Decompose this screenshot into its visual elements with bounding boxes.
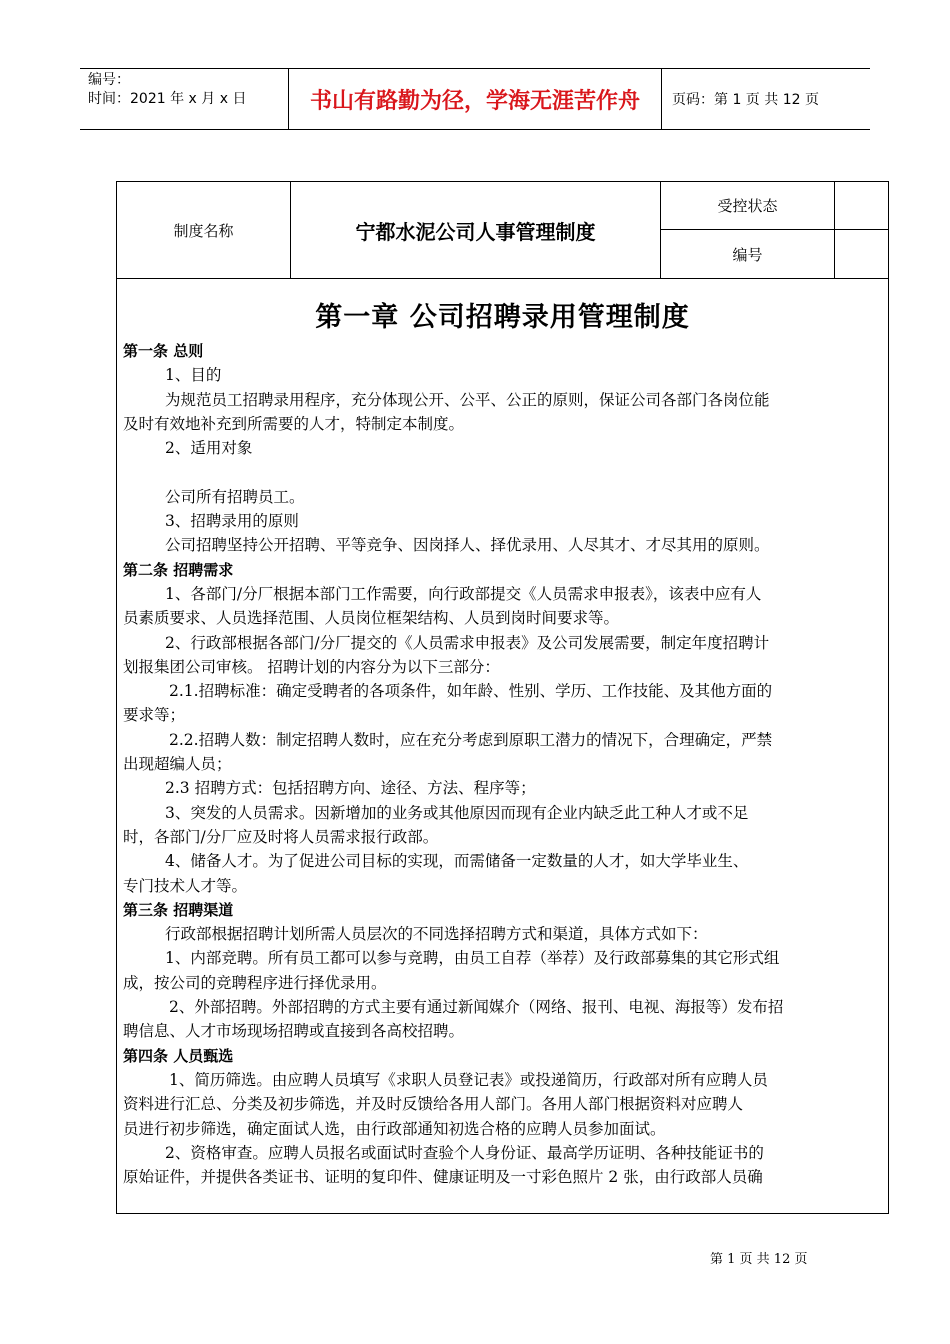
body-line: 2、行政部根据各部门/分厂提交的《人员需求申报表》及公司发展需要，制定年度招聘计 — [165, 633, 770, 652]
body-text — [123, 339, 882, 1189]
regulation-title: 宁都水泥公司人事管理制度 — [291, 182, 661, 278]
body-line: 2、资格审查。应聘人员报名或面试时查验个人身份证、最高学历证明、各种技能证书的 — [165, 1143, 764, 1162]
body-line: 原始证件，并提供各类证书、证明的复印件、健康证明及一寸彩色照片 2 张，由行政部人员确 — [123, 1168, 763, 1187]
body-line: 资料进行汇总、分类及初步筛选，并及时反馈给各用人部门。各用人部门根据资料对应聘人 — [123, 1095, 744, 1114]
header-motto: 书山有路勤为径，学海无涯苦作舟 — [289, 69, 662, 129]
header-page-info: 页码：第 1 页 共 12 页 — [672, 92, 819, 108]
body-line: 公司招聘坚持公开招聘、平等竞争、因岗择人、择优录用、人尽其才、才尽其用的原则。 — [165, 536, 770, 555]
body-line: 2.1.招聘标准：确定受聘者的各项条件，如年龄、性别、学历、工作技能、及其他方面的 — [169, 682, 773, 701]
chapter-title: 第一章 公司招聘录用管理制度 — [315, 302, 690, 333]
header-time-label: 时间：2021 年 x 月 x 日 — [88, 91, 247, 107]
document-number-label: 编号 — [661, 230, 835, 278]
body-line: 3、招聘录用的原则 — [165, 512, 299, 531]
header-meta — [80, 69, 289, 129]
article-heading: 第三条 招聘渠道 — [123, 900, 234, 919]
body-line: 要求等； — [123, 706, 186, 725]
body-line: 2、适用对象 — [165, 439, 253, 458]
body-line — [123, 460, 882, 484]
body-line: 1、简历筛选。由应聘人员填写《求职人员登记表》或投递简历，行政部对所有应聘人员 — [169, 1070, 768, 1089]
body-line: 3、突发的人员需求。因新增加的业务或其他原因而现有企业内缺乏此工种人才或不足 — [165, 803, 749, 822]
body-line: 专门技术人才等。 — [123, 876, 248, 895]
body-line: 及时有效地补充到所需要的人才，特制定本制度。 — [123, 414, 465, 433]
body-line: 为规范员工招聘录用程序，充分体现公开、公平、公正的原则，保证公司各部门各岗位能 — [165, 390, 770, 409]
body-line: 公司所有招聘员工。 — [165, 487, 305, 506]
body-line: 员素质要求、人员选择范围、人员岗位框架结构、人员到岗时间要求等。 — [123, 609, 620, 628]
page-header — [80, 68, 870, 130]
body-line: 1、各部门/分厂根据本部门工作需要，向行政部提交《人员需求申报表》，该表中应有人 — [165, 584, 762, 603]
article-heading: 第二条 招聘需求 — [123, 560, 234, 579]
body-line: 2.3 招聘方式：包括招聘方向、途径、方法、程序等； — [165, 779, 536, 798]
table-header-row — [117, 182, 888, 279]
body-line: 出现超编人员； — [123, 755, 232, 774]
body-line: 2、外部招聘。外部招聘的方式主要有通过新闻媒介（网络、报刊、电视、海报等）发布招 — [169, 998, 784, 1017]
body-line: 行政部根据招聘计划所需人员层次的不同选择招聘方式和渠道，具体方式如下： — [165, 925, 708, 944]
regulation-name-label: 制度名称 — [117, 182, 291, 278]
body-line: 1、目的 — [165, 366, 222, 385]
body-line: 1、内部竞聘。所有员工都可以参与竞聘，由员工自荐（举荐）及行政部募集的其它形式组 — [165, 949, 780, 968]
page-footer: 第 1 页 共 12 页 — [710, 1252, 808, 1267]
body-line: 聘信息、人才市场现场招聘或直接到各高校招聘。 — [123, 1022, 465, 1041]
body-line: 时，各部门/分厂应及时将人员需求报行政部。 — [123, 827, 439, 846]
body-line: 2.2.招聘人数：制定招聘人数时，应在充分考虑到原职工潜力的情况下，合理确定，严禁 — [169, 730, 773, 749]
body-line: 划报集团公司审核。 招聘计划的内容分为以下三部分： — [123, 657, 500, 676]
document-body — [117, 279, 888, 1189]
body-line: 4、储备人才。为了促进公司目标的实现，而需储备一定数量的人才，如大学毕业生、 — [165, 852, 749, 871]
control-status-label: 受控状态 — [661, 182, 835, 230]
document-number-value — [835, 230, 888, 278]
body-line: 成，按公司的竞聘程序进行择优录用。 — [123, 973, 387, 992]
article-heading: 第四条 人员甄选 — [123, 1046, 234, 1065]
article-heading: 第一条 总则 — [123, 342, 204, 360]
control-status-value — [835, 182, 888, 230]
body-line: 员进行初步筛选，确定面试人选，由行政部通知初选合格的应聘人员参加面试。 — [123, 1119, 666, 1138]
header-number-label: 编号： — [88, 72, 130, 88]
document-table — [116, 181, 889, 1214]
